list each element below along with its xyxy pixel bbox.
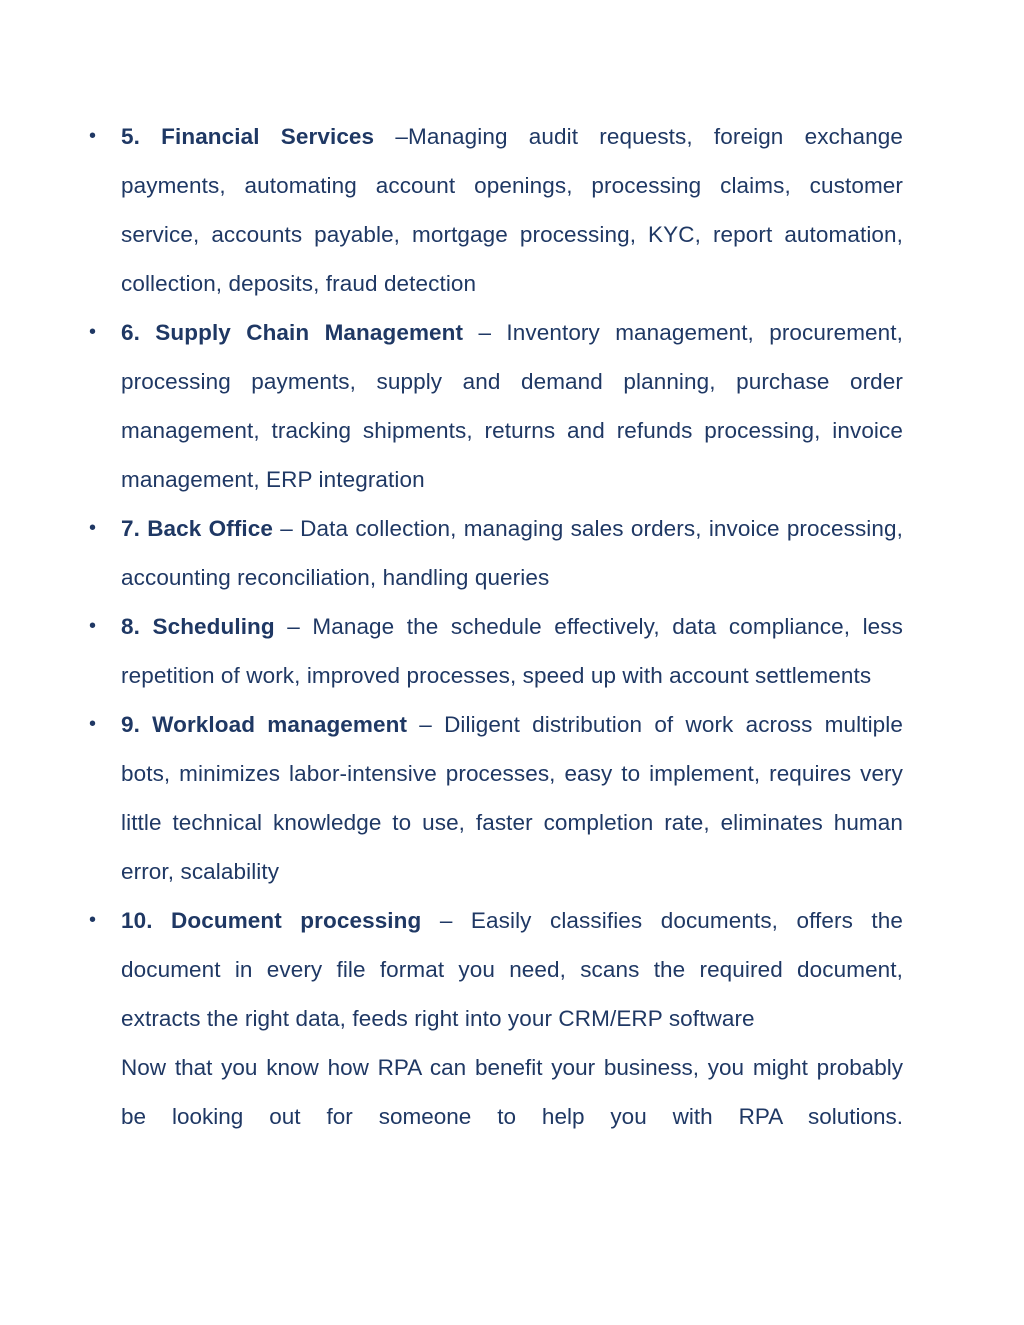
bullet-icon: • [89, 321, 97, 343]
bullet-icon: • [89, 909, 97, 931]
list-item-text [121, 700, 903, 896]
bullet-icon: • [89, 517, 97, 539]
use-case-list [89, 112, 904, 1043]
list-item-body: Manage the schedule effectively, data compliance, less repetition of work, improved processes, speed up with account settlements [121, 614, 903, 688]
list-item [89, 112, 903, 308]
list-item-separator: – [421, 908, 471, 933]
list-item-title: 9. Workload management [121, 712, 408, 737]
list-item-title: 10. Document processing [121, 908, 422, 933]
list-item-text [121, 602, 903, 700]
bullet-icon: • [89, 713, 97, 735]
list-item-separator: – [407, 712, 445, 737]
list-item-text [121, 112, 903, 308]
list-item-title: 8. Scheduling [121, 614, 275, 639]
list-item-text [121, 504, 903, 602]
list-item [89, 308, 903, 504]
document-content [89, 112, 904, 1141]
bullet-icon: • [89, 615, 97, 637]
list-item-text [121, 308, 903, 504]
list-item [89, 700, 903, 896]
list-item-title: 6. Supply Chain Management [121, 320, 464, 345]
list-item-title: 7. Back Office [121, 516, 274, 541]
list-item-text [121, 896, 903, 1043]
list-item-body: Inventory management, procurement, processing payments, supply and demand planning, purchase order management, tracking shipments, returns and refunds processing, invoice management, ERP integration [121, 320, 903, 492]
list-item-separator: – [273, 516, 301, 541]
list-item-separator: – [274, 614, 313, 639]
list-item-body: Diligent distribution of work across multiple bots, minimizes labor-intensive processes, easy to implement, requires very little technical knowledge to use, faster completion rate, eliminates human error, scalability [121, 712, 903, 884]
list-item-separator: – [463, 320, 507, 345]
bullet-icon: • [89, 125, 97, 147]
list-item [89, 602, 903, 700]
list-item-body: Easily classifies documents, offers the document in every file format you need, scans the required document, extracts the right data, feeds right into your CRM/ERP software [121, 908, 904, 1031]
list-item-title: 5. Financial Services [121, 124, 375, 149]
closing-paragraph: Now that you know how RPA can benefit your business, you might probably be looking out for someone to help you with RPA solutions. [121, 1055, 903, 1129]
list-item-separator: – [374, 124, 408, 149]
list-item-body: Data collection, managing sales orders, invoice processing, accounting reconciliation, handling queries [121, 516, 903, 590]
list-item [89, 504, 903, 602]
list-item [89, 896, 904, 1043]
list-item-body: Managing audit requests, foreign exchange payments, automating account openings, processing claims, customer service, accounts payable, mortgage processing, KYC, report automation, collection, deposits, fraud detection [121, 124, 903, 296]
